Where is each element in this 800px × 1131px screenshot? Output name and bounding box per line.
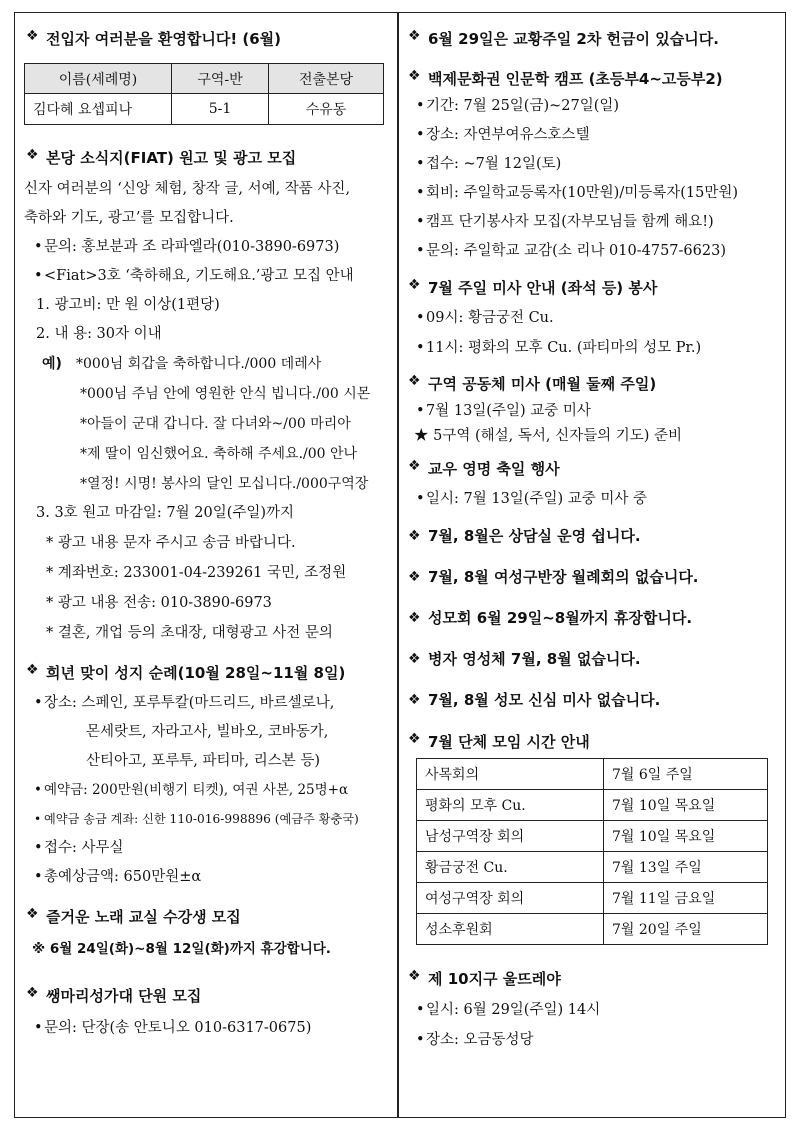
table-cell: 남성구역장 회의 xyxy=(417,821,604,852)
column-divider xyxy=(397,12,399,1118)
fiat-title: 본당 소식지(FIAT) 원고 및 광고 모집 xyxy=(46,149,297,167)
diamond-bullet-icon: ❖ xyxy=(408,968,421,984)
left-column xyxy=(24,28,390,1038)
diamond-bullet-icon: ❖ xyxy=(408,373,421,389)
list-item: •09시: 황금궁전 Cu. xyxy=(416,310,554,326)
table-cell: 수유동 xyxy=(269,94,384,125)
table-row xyxy=(417,759,768,790)
diamond-bullet-icon: ❖ xyxy=(408,458,421,474)
column-header: 이름(세례명) xyxy=(25,64,172,94)
fiat-intro: 신자 여러분의 ‘신앙 체험, 창작 글, 서예, 작품 사진, xyxy=(24,181,351,197)
list-item: •11시: 평화의 모후 Cu. (파티마의 성모 Pr.) xyxy=(416,340,702,356)
notice: ❖ 병자 영성체 7월, 8월 없습니다. xyxy=(408,650,641,668)
list-item: •접수: 사무실 xyxy=(34,840,124,856)
list-item: •일시: 7월 13일(주일) 교중 미사 중 xyxy=(416,491,647,507)
collection-section xyxy=(406,28,776,49)
ultreya-section xyxy=(406,968,776,1055)
table-cell: 7월 13일 주일 xyxy=(604,852,768,883)
diamond-bullet-icon: ❖ xyxy=(26,906,39,922)
list-item: •회비: 주일학교등록자(10만원)/미등록자(15만원) xyxy=(416,185,739,201)
district-mass-title: 구역 공동체 미사 (매월 둘째 주일) xyxy=(428,375,657,393)
pilgrimage-title: 희년 맞이 성지 순례(10월 28일~11월 8일) xyxy=(46,664,346,682)
list-item: •장소: 자연부여유스호스텔 xyxy=(416,127,590,143)
group-meetings-title: 7월 단체 모임 시간 안내 xyxy=(428,733,590,751)
ad-note: * 광고 내용 전송: 010-3890-6973 xyxy=(46,595,272,611)
table-cell: 7월 20일 주일 xyxy=(604,914,768,945)
example-line: *000님 회갑을 축하합니다./000 데레사 xyxy=(76,356,322,372)
pilgrimage-section xyxy=(24,662,390,892)
teachers-title: 교우 영명 축일 행사 xyxy=(428,460,560,478)
district-mass-section xyxy=(406,373,776,448)
newcomers-title: 전입자 여러분을 환영합니다! (6월) xyxy=(46,30,282,48)
list-item: • 예약금: 200만원(비행기 티켓), 여권 사본, 25명+α xyxy=(34,782,349,798)
table-row xyxy=(25,94,384,125)
group-meetings-section xyxy=(406,731,776,945)
table-cell: 7월 10일 목요일 xyxy=(604,821,768,852)
ad-note: * 결혼, 개업 등의 초대장, 대형광고 사전 문의 xyxy=(46,625,333,641)
diamond-bullet-icon: ❖ xyxy=(408,569,421,585)
table-cell: 김다혜 요셉피나 xyxy=(25,94,172,125)
diamond-bullet-icon: ❖ xyxy=(408,277,421,293)
diamond-bullet-icon: ❖ xyxy=(408,528,421,544)
camp-title: 백제문화권 인문학 캠프 (초등부4~고등부2) xyxy=(428,70,723,88)
diamond-bullet-icon: ❖ xyxy=(26,28,39,44)
singing-note: ※ 6월 24일(화)~8월 12일(화)까지 휴강합니다. xyxy=(32,941,331,957)
star-note: ★ 5구역 (해설, 독서, 신자들의 기도) 준비 xyxy=(414,428,683,444)
table-cell: 황금궁전 Cu. xyxy=(417,852,604,883)
diamond-bullet-icon: ❖ xyxy=(408,731,421,747)
table-cell: 여성구역장 회의 xyxy=(417,883,604,914)
list-item: •캠프 단기봉사자 모집(자부모님들 함께 해요!) xyxy=(416,214,714,230)
table-cell: 평화의 모후 Cu. xyxy=(417,790,604,821)
list-item: •문의: 단장(송 안토니오 010-6317-0675) xyxy=(34,1020,312,1036)
notices-section xyxy=(406,526,776,710)
mass-service-title: 7월 주일 미사 안내 (좌석 등) 봉사 xyxy=(428,279,658,297)
newcomers-table xyxy=(24,63,384,125)
table-cell: 5-1 xyxy=(172,94,269,125)
singing-section xyxy=(24,906,390,959)
notice: ❖ 7월, 8월 여성구반장 월례회의 없습니다. xyxy=(408,568,699,586)
example-line: *아들이 군대 갑니다. 잘 다녀와~/00 마리아 xyxy=(80,416,351,432)
right-column xyxy=(406,28,776,1055)
ad-item: 2. 내 용: 30자 이내 xyxy=(36,326,162,342)
list-item: •문의: 주일학교 교감(소 리나 010-4757-6623) xyxy=(416,243,726,259)
list-item-cont: 산티아고, 포루투, 파티마, 리스본 등) xyxy=(86,753,321,769)
table-row xyxy=(417,914,768,945)
list-item: •7월 13일(주일) 교중 미사 xyxy=(416,403,591,419)
table-row xyxy=(417,821,768,852)
notice: ❖ 7월, 8월 성모 신심 미사 없습니다. xyxy=(408,691,661,709)
diamond-bullet-icon: ❖ xyxy=(408,651,421,667)
ad-note: * 계좌번호: 233001-04-239261 국민, 조정원 xyxy=(46,565,347,581)
list-item: •<Fiat>3호 ‘축하해요, 기도해요.’광고 모집 안내 xyxy=(34,268,354,284)
notice: ❖ 7월, 8월은 상담실 운영 쉽니다. xyxy=(408,527,641,545)
table-cell: 7월 10일 목요일 xyxy=(604,790,768,821)
teachers-section xyxy=(406,458,776,513)
diamond-bullet-icon: ❖ xyxy=(26,147,39,163)
diamond-bullet-icon: ❖ xyxy=(408,28,421,44)
list-item: •장소: 스페인, 포루투칼(마드리드, 바르셀로나, xyxy=(34,695,335,711)
table-cell: 7월 6일 주일 xyxy=(604,759,768,790)
table-cell: 7월 11일 금요일 xyxy=(604,883,768,914)
table-row xyxy=(417,883,768,914)
fiat-intro: 축하와 기도, 광고’를 모집합니다. xyxy=(24,210,234,226)
singing-title: 즐거운 노래 교실 수강생 모집 xyxy=(46,908,241,926)
list-item: • 예약금 송금 계좌: 신한 110-016-998896 (예금주 황충국) xyxy=(34,812,359,826)
list-item: •접수: ~7월 12일(토) xyxy=(416,156,562,172)
table-row xyxy=(417,790,768,821)
example-line: *열정! 시명! 봉사의 달인 모십니다./000구역장 xyxy=(80,476,369,492)
ad-item: 1. 광고비: 만 원 이상(1편당) xyxy=(36,297,220,313)
table-cell: 성소후원회 xyxy=(417,914,604,945)
choir-section xyxy=(24,985,390,1038)
camp-section xyxy=(406,68,776,266)
fiat-section xyxy=(24,147,390,648)
list-item: •일시: 6월 29일(주일) 14시 xyxy=(416,1002,601,1018)
list-item: •장소: 오금동성당 xyxy=(416,1032,534,1048)
newcomers-section xyxy=(24,28,390,125)
ad-note: * 광고 내용 문자 주시고 송금 바랍니다. xyxy=(46,535,296,551)
example-line: *000님 주님 안에 영원한 안식 빕니다./00 시몬 xyxy=(80,386,371,402)
notice: ❖ 성모회 6월 29일~8월까지 휴장합니다. xyxy=(408,609,693,627)
diamond-bullet-icon: ❖ xyxy=(26,662,39,678)
ad-item: 3. 3호 원고 마감일: 7월 20일(주일)까지 xyxy=(36,505,295,521)
column-header: 전출본당 xyxy=(269,64,384,94)
diamond-bullet-icon: ❖ xyxy=(26,985,39,1001)
diamond-bullet-icon: ❖ xyxy=(408,692,421,708)
table-row xyxy=(417,852,768,883)
column-header: 구역-반 xyxy=(172,64,269,94)
choir-title: 쌩마리성가대 단원 모집 xyxy=(46,987,202,1005)
table-cell: 사목회의 xyxy=(417,759,604,790)
example-label: 예) xyxy=(42,356,62,372)
collection-title: 6월 29일은 교황주일 2차 헌금이 있습니다. xyxy=(428,30,719,48)
ultreya-title: 제 10지구 울뜨레야 xyxy=(428,970,561,988)
diamond-bullet-icon: ❖ xyxy=(408,610,421,626)
example-line: *제 딸이 임신했어요. 축하해 주세요./00 안나 xyxy=(80,446,358,462)
list-item-cont: 몬세랏트, 자라고사, 빌바오, 코바동가, xyxy=(86,724,329,740)
group-meetings-table xyxy=(416,758,768,945)
list-item: •총예상금액: 650만원±α xyxy=(34,869,202,885)
list-item: •기간: 7월 25일(금)~27일(일) xyxy=(416,98,620,114)
mass-service-section xyxy=(406,277,776,363)
list-item: •문의: 홍보분과 조 라파엘라(010-3890-6973) xyxy=(34,239,340,255)
diamond-bullet-icon: ❖ xyxy=(408,68,421,84)
